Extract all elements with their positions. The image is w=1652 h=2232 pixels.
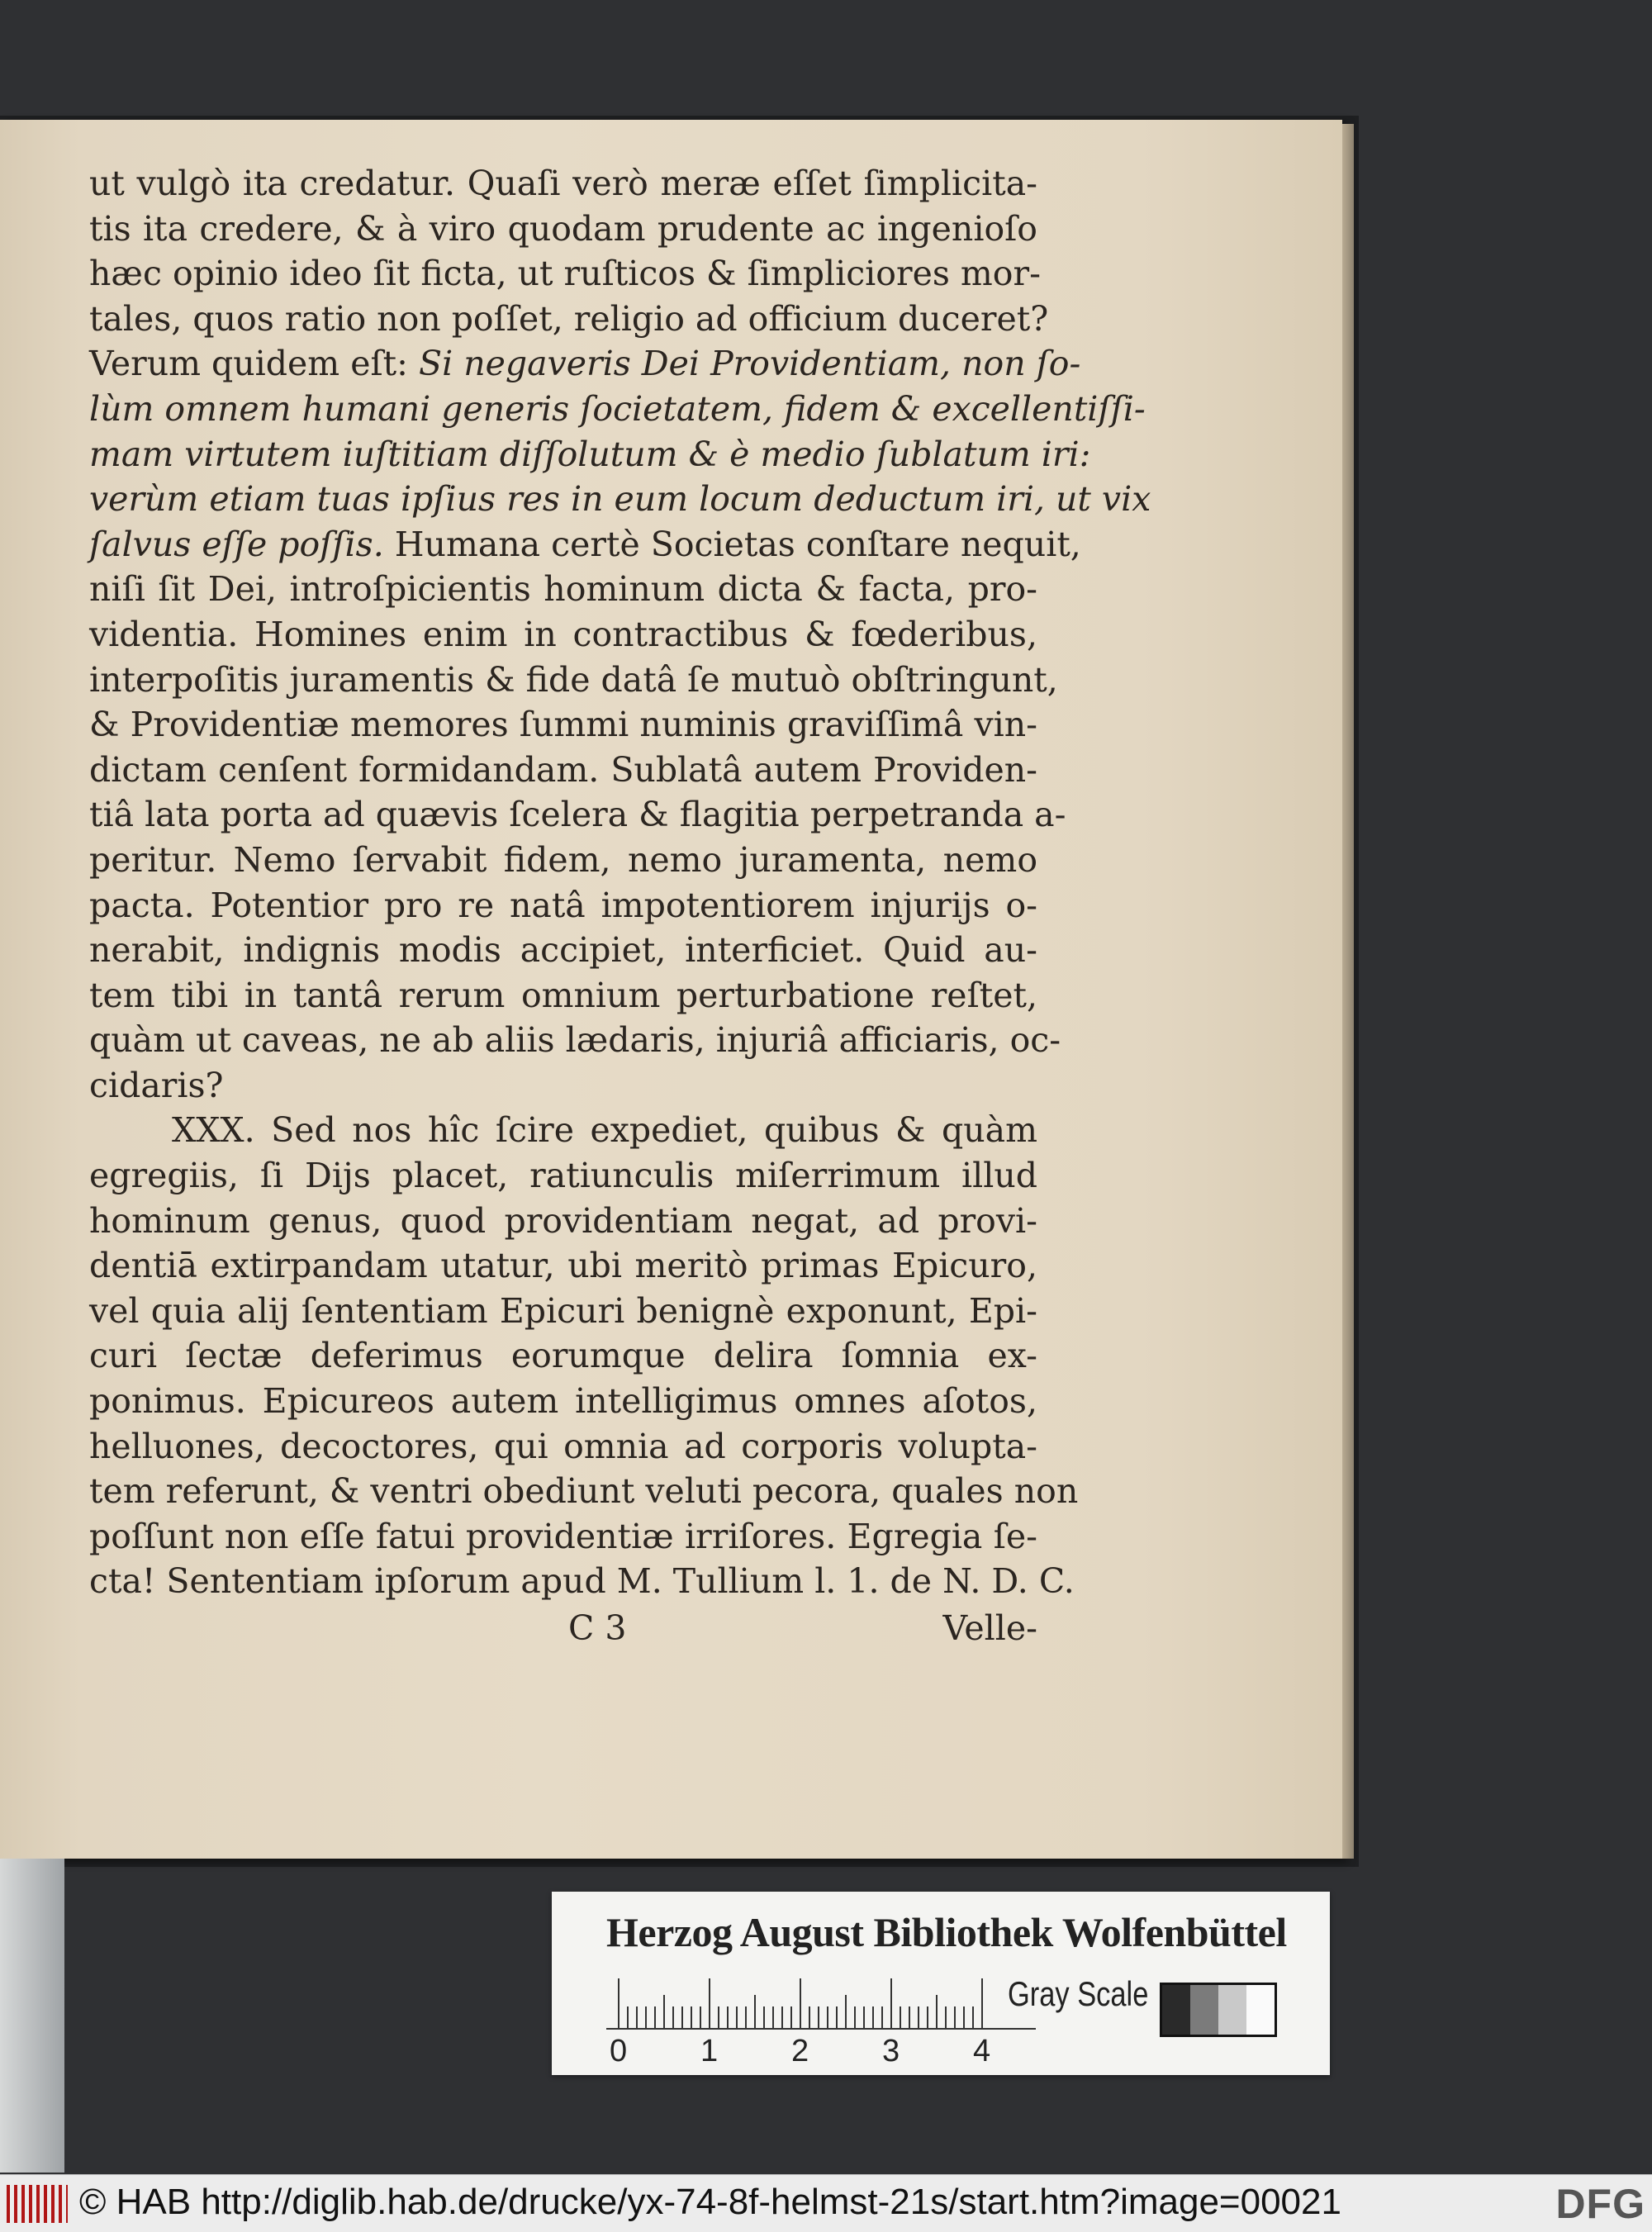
ruler-tick xyxy=(718,2006,719,2028)
ruler-tick xyxy=(890,1978,892,2028)
text-italic: Si negaveris Dei Providentiam, non ſo- xyxy=(418,344,1081,384)
ruler-tick xyxy=(654,2006,656,2028)
text-line: ponimus. Epicureos autem intelligimus omnes aſotos, xyxy=(89,1381,1037,1422)
text-line: pacta. Potentior pro re natâ impotentiorem injurijs o- xyxy=(89,885,1037,925)
gray-swatch xyxy=(1218,1985,1246,2035)
ruler-tick xyxy=(909,2006,910,2028)
ruler-tick xyxy=(663,1995,665,2028)
ruler-tick xyxy=(672,2006,674,2028)
ruler-tick xyxy=(754,1995,756,2028)
ruler-label: 2 xyxy=(791,2034,809,2068)
left-page-strip xyxy=(0,1859,64,2173)
ruler-tick xyxy=(763,2006,765,2028)
text-line: & Providentiæ memores ſummi numinis graviſſimâ vin- xyxy=(89,705,1037,745)
text-roman: Verum quidem eſt: xyxy=(89,344,419,384)
ruler-tick xyxy=(954,2006,956,2028)
ruler-tick xyxy=(781,2006,783,2028)
text-line: mam virtutem iuſtitiam diſſolutum & è medio ſublatum iri: xyxy=(89,434,1091,474)
ruler-tick xyxy=(854,2006,856,2028)
text-line: peritur. Nemo ſervabit fidem, nemo juramenta, nemo xyxy=(89,839,1037,880)
text-line: hæc opinio ideo ſit ficta, ut ruſticos & ſimpliciores mor- xyxy=(89,254,1041,294)
ruler-label: 3 xyxy=(882,2034,900,2068)
text-line: cta! Sententiam ipſorum apud M. Tullium l. 1. de N. D. C. xyxy=(89,1561,1075,1602)
ruler-tick xyxy=(881,2006,883,2028)
page-text xyxy=(89,161,1151,1604)
dfg-logo: DFG xyxy=(1555,2181,1645,2227)
gray-swatch xyxy=(1162,1985,1190,2035)
text-line: tiâ lata porta ad quævis ſcelera & flagitia perpetranda a- xyxy=(89,795,1066,835)
signature-mark: C 3 xyxy=(568,1608,627,1648)
ruler-tick xyxy=(827,2006,828,2028)
text-line: nerabit, indignis modis accipiet, interficiet. Quid au- xyxy=(89,930,1037,971)
ruler-tick xyxy=(936,1995,938,2028)
text-line: XXX. Sed nos hîc ſcire expediet, quibus & quàm xyxy=(172,1110,1037,1151)
ruler-tick xyxy=(627,2006,629,2028)
text-line: poſſunt non eſſe fatui providentiæ irriſores. Egregia ſe- xyxy=(89,1516,1037,1556)
ruler-tick xyxy=(863,2006,865,2028)
ruler-tick xyxy=(918,2006,919,2028)
ruler-tick xyxy=(945,2006,947,2028)
library-name: Herzog August Bibliothek Wolfenbüttel xyxy=(606,1909,1287,1955)
ruler-tick xyxy=(709,1978,710,2028)
ruler-tick xyxy=(745,2006,747,2028)
ruler-baseline xyxy=(606,2028,1036,2030)
footer-bar xyxy=(0,2174,1652,2232)
ruler-tick xyxy=(900,2006,901,2028)
ruler-tick xyxy=(681,2006,683,2028)
text-line: tales, quos ratio non poſſet, religio ad officium duceret? xyxy=(89,298,1049,339)
ruler-tick xyxy=(809,2006,810,2028)
text-line: ut vulgò ita credatur. Quaſi verò meræ eſſet ſimplicita- xyxy=(89,164,1037,203)
text-line: egregiis, ſi Dijs placet, ratiunculis miſerrimum illud xyxy=(89,1156,1037,1196)
ruler-tick xyxy=(836,2006,838,2028)
text-line: videntia. Homines enim in contractibus & fœderibus, xyxy=(89,614,1037,654)
ruler-tick xyxy=(645,2006,647,2028)
ruler-tick xyxy=(972,2006,974,2028)
ruler-tick xyxy=(727,2006,729,2028)
gray-swatch xyxy=(1190,1985,1218,2035)
text-line: dentiā extirpandam utatur, ubi meritò primas Epicuro, xyxy=(89,1246,1037,1286)
barcode-icon xyxy=(7,2185,68,2223)
text-line: tem tibi in tantâ rerum omnium perturbatione reſtet, xyxy=(89,975,1037,1015)
text-line xyxy=(89,522,1081,567)
text-line: cidaris? xyxy=(89,1065,224,1105)
text-line: verùm etiam tuas ipſius res in eum locum deductum iri, ut vix xyxy=(89,479,1151,520)
text-line: curi ſectæ deferimus eorumque delira ſomnia ex- xyxy=(89,1336,1037,1376)
ruler-tick xyxy=(818,2006,819,2028)
page-edge xyxy=(1342,124,1354,1859)
text-line: tis ita credere, & à viro quodam prudente ac ingenioſo xyxy=(89,208,1037,249)
ruler-tick xyxy=(963,2006,965,2028)
text-line: interpoſitis juramentis & fide datâ ſe mutuò obſtringunt, xyxy=(89,659,1058,700)
gray-scale-label: Gray Scale xyxy=(1008,1974,1149,2013)
gray-scale-bar xyxy=(1160,1983,1277,2037)
ruler-tick xyxy=(700,2006,701,2028)
text-line: tem referunt, & ventri obediunt veluti pecora, quales non xyxy=(89,1471,1079,1512)
text-line xyxy=(89,341,1081,387)
catchword: Velle- xyxy=(942,1608,1037,1648)
source-url[interactable]: © HAB http://diglib.hab.de/drucke/yx-74-8f-helmst-21s/start.htm?image=00021 xyxy=(79,2182,1341,2222)
ruler-tick xyxy=(736,2006,738,2028)
text-line: vel quia alij ſententiam Epicuri benignè exponunt, Epi- xyxy=(89,1290,1037,1331)
ruler-label: 4 xyxy=(973,2034,991,2068)
ruler-tick xyxy=(618,1978,620,2028)
ruler-tick xyxy=(800,1978,801,2028)
text-line: lùm omnem humani generis ſocietatem, fidem & excellentiſſi- xyxy=(89,388,1146,429)
ruler-tick xyxy=(691,2006,692,2028)
text-line: niſi ſit Dei, introſpicientis hominum dicta & facta, pro- xyxy=(89,569,1037,610)
ruler-tick xyxy=(790,2006,792,2028)
text-line: hominum genus, quod providentiam negat, ad provi- xyxy=(89,1200,1037,1241)
color-scale-card xyxy=(552,1892,1330,2075)
ruler-tick xyxy=(981,1978,983,2028)
ruler-label: 1 xyxy=(700,2034,719,2068)
text-line: dictam cenſent formidandam. Sublatâ autem Providen- xyxy=(89,749,1037,790)
text-italic: ſalvus eſſe poſſis. xyxy=(89,524,395,564)
ruler-tick xyxy=(772,2006,774,2028)
gray-swatch xyxy=(1246,1985,1275,2035)
page-footer xyxy=(89,1608,1037,1658)
ruler-label: 0 xyxy=(610,2034,628,2068)
text-line: helluones, decoctores, qui omnia ad corporis volupta- xyxy=(89,1426,1037,1466)
text-roman: Humana certè Societas conſtare nequit, xyxy=(394,524,1081,564)
ruler-tick xyxy=(636,2006,638,2028)
ruler-tick xyxy=(872,2006,874,2028)
text-line: quàm ut caveas, ne ab aliis lædaris, injuriâ afficiaris, oc- xyxy=(89,1020,1061,1061)
ruler-tick xyxy=(927,2006,928,2028)
ruler-tick xyxy=(845,1995,847,2028)
